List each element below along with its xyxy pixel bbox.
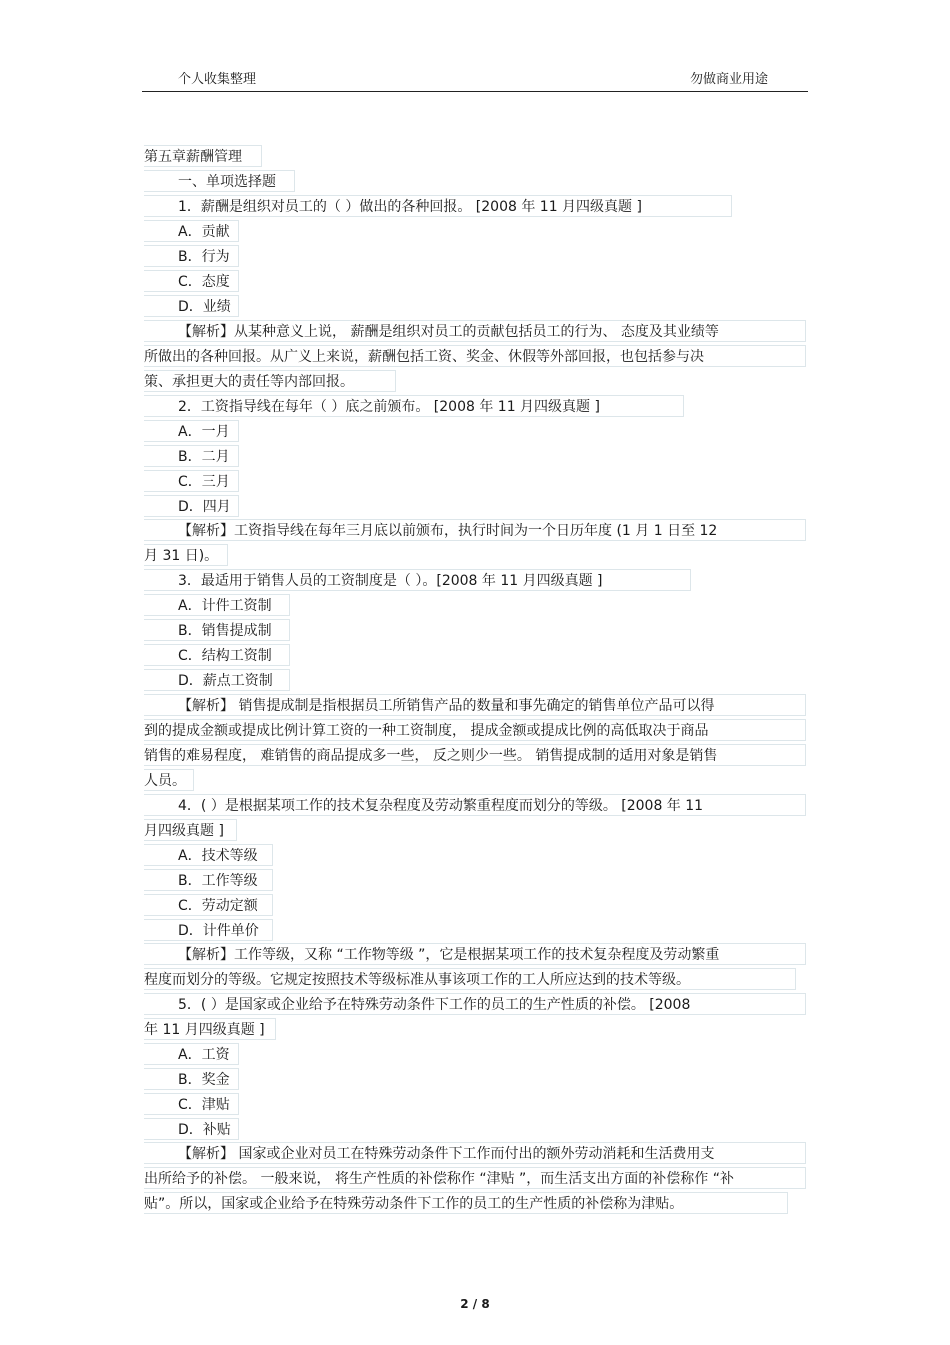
question-5-option-c: C．津贴 xyxy=(144,1093,239,1115)
question-4-stem-line-1: 4．( ）是根据某项工作的技术复杂程度及劳动繁重程度而划分的等级。 [2008 年 11 xyxy=(144,794,806,816)
question-2-stem: 2．工资指导线在每年（ ）底之前颁布。 [2008 年 11 月四级真题 ] xyxy=(144,395,684,417)
question-2-option-a: A．一月 xyxy=(144,420,239,442)
question-4-option-d: D．计件单价 xyxy=(144,919,273,941)
question-3-stem: 3．最适用于销售人员的工资制度是（ ）。[2008 年 11 月四级真题 ] xyxy=(144,569,691,591)
question-5-analysis-line-3: 贴”。所以，国家或企业给予在特殊劳动条件下工作的员工的生产性质的补偿称为津贴。 xyxy=(144,1192,788,1214)
question-3-option-d: D．薪点工资制 xyxy=(144,669,290,691)
question-5-analysis-line-2: 出所给予的补偿。 一般来说， 将生产性质的补偿称作 “津贴 ”，而生活支出方面的补偿称作 “补 xyxy=(144,1167,806,1189)
chapter-title: 第五章薪酬管理 xyxy=(144,145,262,167)
header-divider xyxy=(142,91,808,92)
question-2-option-d: D．四月 xyxy=(144,495,239,517)
question-4-analysis-line-1: 【解析】工作等级，又称 “工作物等级 ”，它是根据某项工作的技术复杂程度及劳动繁重 xyxy=(144,943,806,965)
question-4-stem-line-2: 月四级真题 ] xyxy=(144,819,237,841)
question-1-analysis-line-1: 【解析】从某种意义上说， 薪酬是组织对员工的贡献包括员工的行为、 态度及其业绩等 xyxy=(144,320,806,342)
question-3-analysis-line-1: 【解析】 销售提成制是指根据员工所销售产品的数量和事先确定的销售单位产品可以得 xyxy=(144,694,806,716)
question-4-option-b: B．工作等级 xyxy=(144,869,273,891)
question-1-option-a: A．贡献 xyxy=(144,220,239,242)
question-2-option-b: B．二月 xyxy=(144,445,239,467)
question-3-option-a: A．计件工资制 xyxy=(144,594,290,616)
question-3-option-c: C．结构工资制 xyxy=(144,644,290,666)
question-1-analysis-line-3: 策、承担更大的责任等内部回报。 xyxy=(144,370,396,392)
question-2-analysis-line-2: 月 31 日)。 xyxy=(144,544,228,566)
question-1-analysis-line-2: 所做出的各种回报。从广义上来说，薪酬包括工资、奖金、休假等外部回报，也包括参与决 xyxy=(144,345,806,367)
question-4-option-a: A．技术等级 xyxy=(144,844,273,866)
question-4-option-c: C．劳动定额 xyxy=(144,894,273,916)
question-3-analysis-line-4: 人员。 xyxy=(144,769,194,791)
question-1-option-d: D．业绩 xyxy=(144,295,239,317)
question-3-option-b: B．销售提成制 xyxy=(144,619,290,641)
question-5-analysis-line-1: 【解析】 国家或企业对员工在特殊劳动条件下工作而付出的额外劳动消耗和生活费用支 xyxy=(144,1142,806,1164)
section-title: 一、单项选择题 xyxy=(144,170,295,192)
page-number: 2 / 8 xyxy=(460,1297,490,1311)
question-4-analysis-line-2: 程度而划分的等级。它规定按照技术等级标准从事该项工作的工人所应达到的技术等级。 xyxy=(144,968,796,990)
question-5-stem-line-2: 年 11 月四级真题 ] xyxy=(144,1018,276,1040)
question-3-analysis-line-3: 销售的难易程度， 难销售的商品提成多一些， 反之则少一些。 销售提成制的适用对象是销售 xyxy=(144,744,806,766)
question-5-option-d: D．补贴 xyxy=(144,1118,239,1140)
question-1-option-c: C．态度 xyxy=(144,270,239,292)
question-1-stem: 1．薪酬是组织对员工的（ ）做出的各种回报。 [2008 年 11 月四级真题 ] xyxy=(144,195,732,217)
question-2-option-c: C．三月 xyxy=(144,470,239,492)
question-5-option-a: A．工资 xyxy=(144,1043,239,1065)
question-5-option-b: B．奖金 xyxy=(144,1068,239,1090)
question-2-analysis-line-1: 【解析】工资指导线在每年三月底以前颁布，执行时间为一个日历年度 (1 月 1 日至 12 xyxy=(144,519,806,541)
question-1-option-b: B．行为 xyxy=(144,245,239,267)
question-5-stem-line-1: 5．( ）是国家或企业给予在特殊劳动条件下工作的员工的生产性质的补偿。 [2008 xyxy=(144,993,806,1015)
header-right-text: 勿做商业用途 xyxy=(690,72,769,87)
header-left-text: 个人收集整理 xyxy=(178,72,257,87)
question-3-analysis-line-2: 到的提成金额或提成比例计算工资的一种工资制度， 提成金额或提成比例的高低取决于商品 xyxy=(144,719,806,741)
